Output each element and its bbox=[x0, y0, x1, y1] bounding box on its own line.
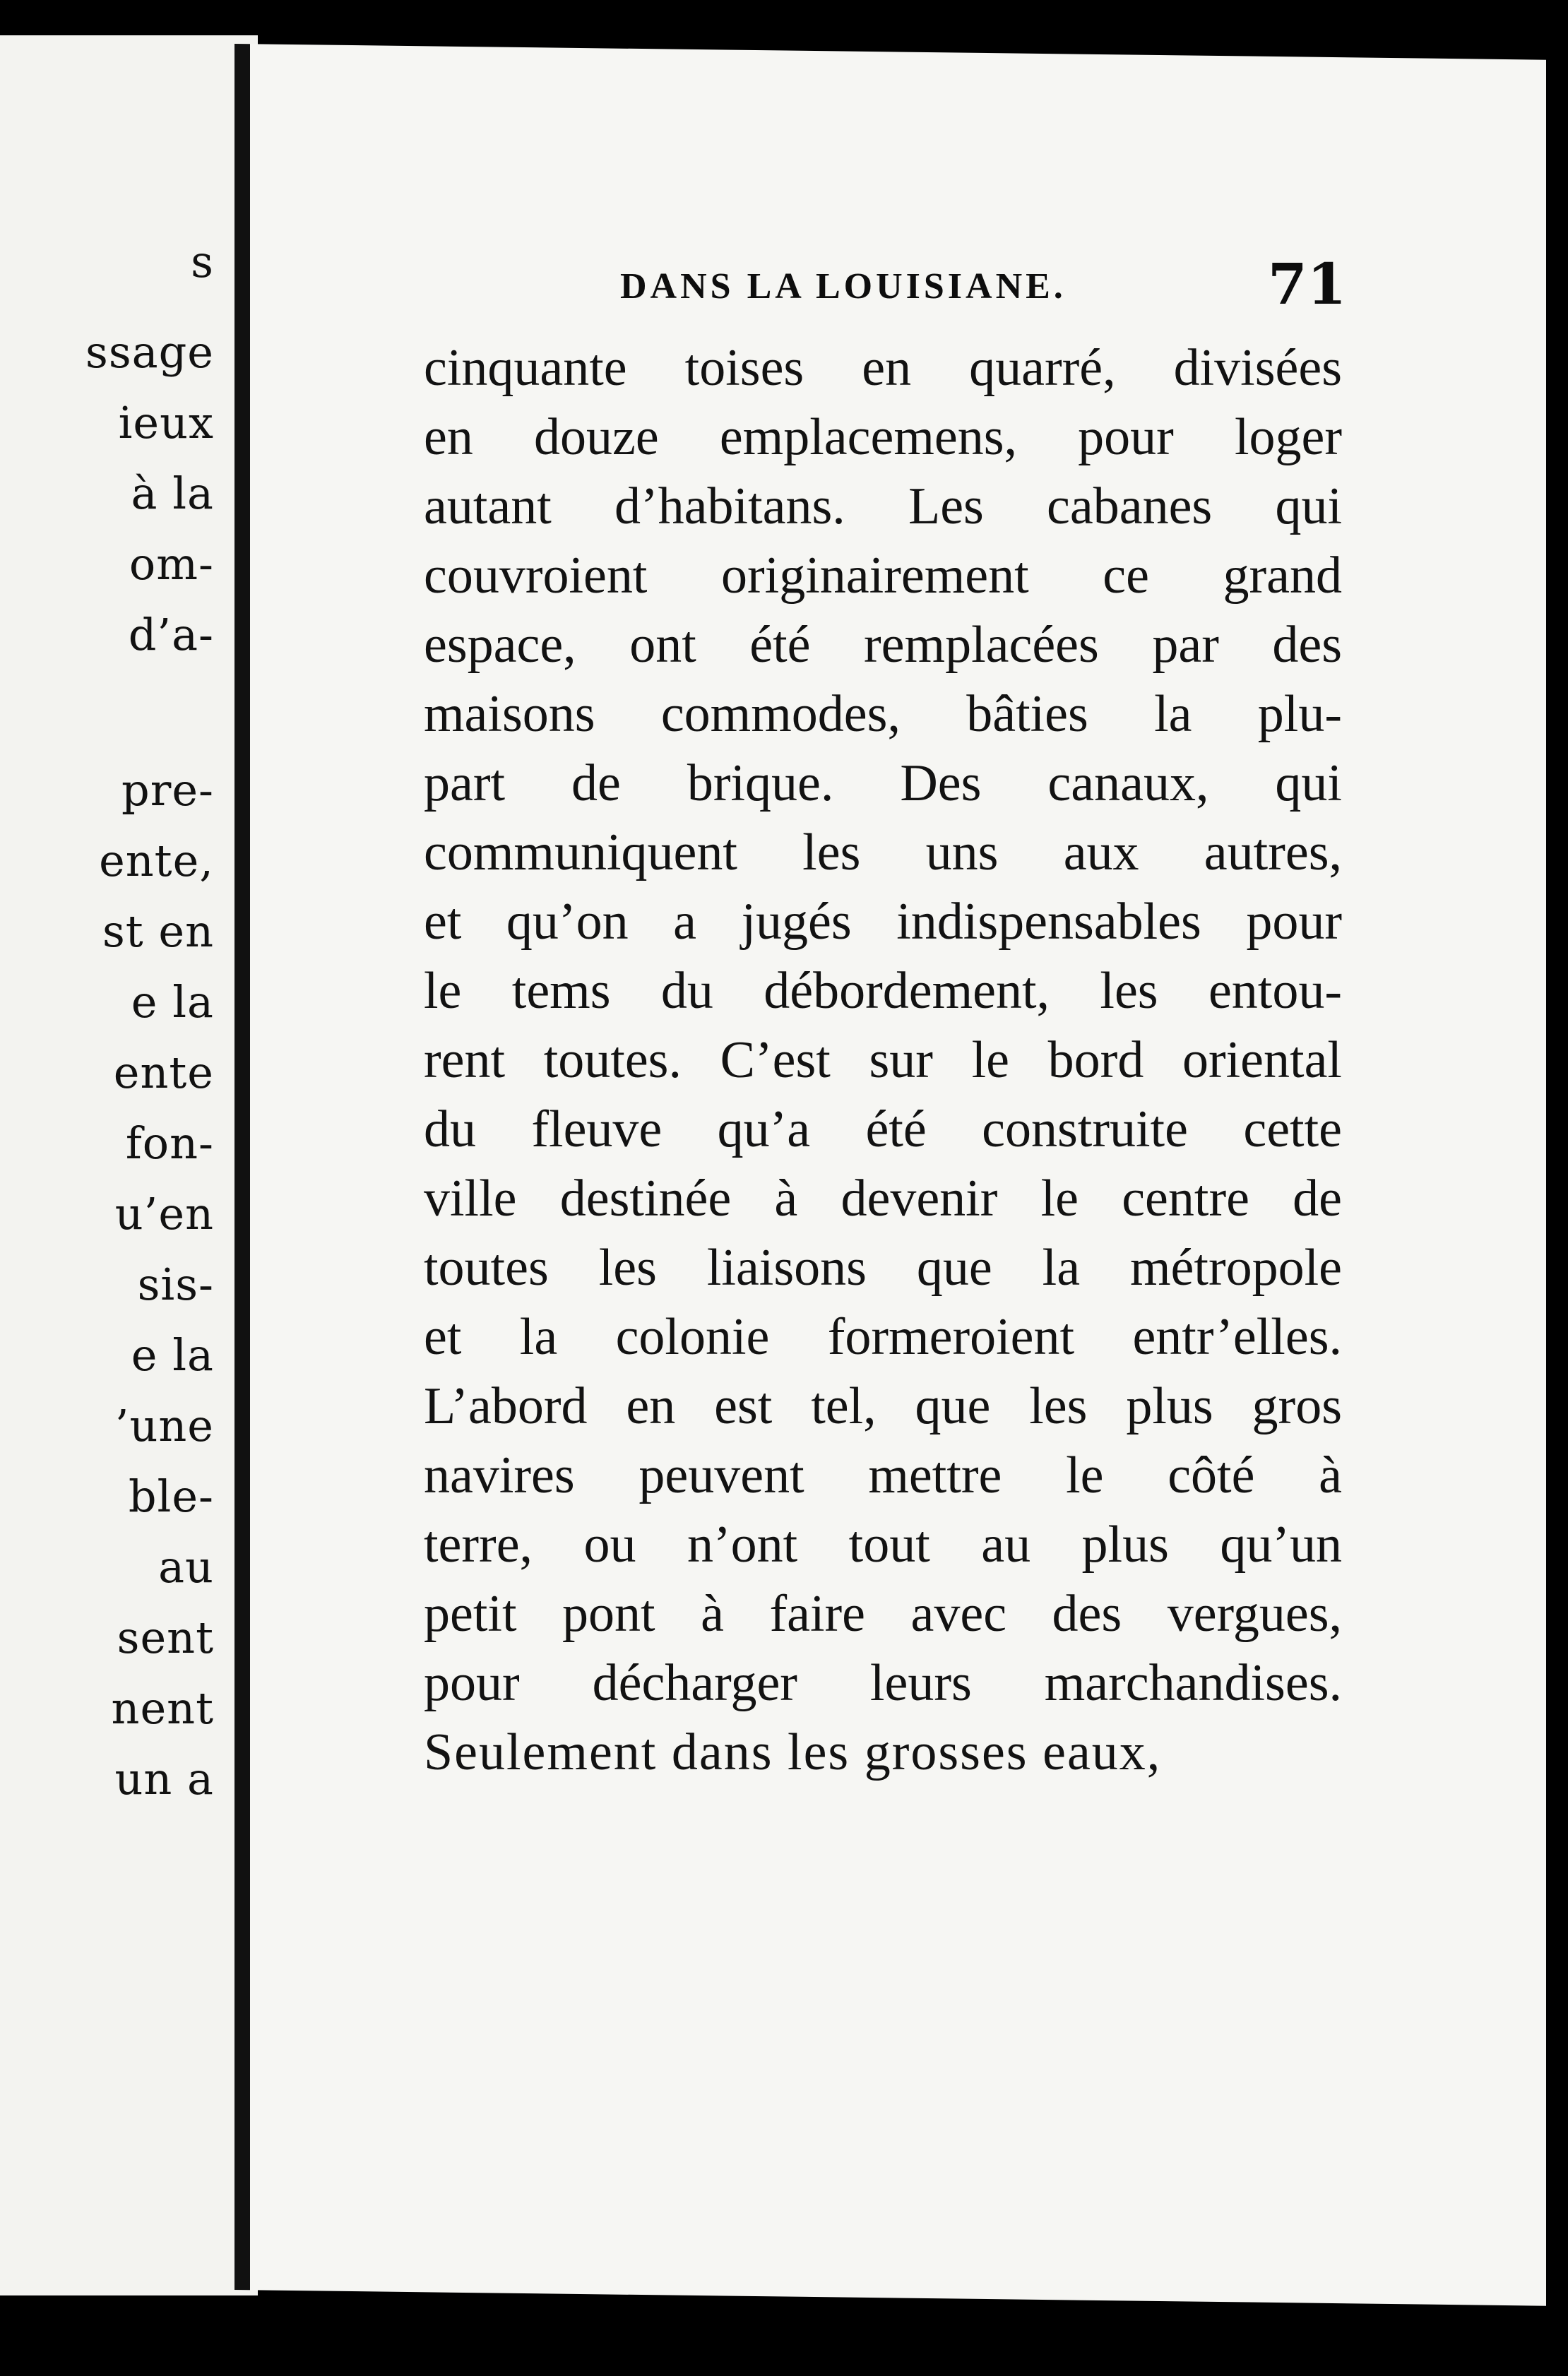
text-line: cinquante toises en quarré, divisées bbox=[424, 339, 1342, 397]
left-fragment-line: un a bbox=[114, 1753, 214, 1805]
left-fragment-line: ieux bbox=[118, 397, 214, 449]
text-line: et qu’on a jugés indispensables pour bbox=[424, 893, 1342, 951]
text-line: autant d’habitans. Les cabanes qui bbox=[424, 477, 1342, 535]
text-line: part de brique. Des canaux, qui bbox=[424, 754, 1342, 812]
text-line: terre, ou n’ont tout au plus qu’un bbox=[424, 1516, 1342, 1574]
text-line: le tems du débordement, les entou- bbox=[424, 962, 1342, 1020]
text-line: couvroient originairement ce grand bbox=[424, 547, 1342, 605]
left-fragment-line: au bbox=[158, 1541, 214, 1593]
left-fragment-line: d’a- bbox=[128, 609, 214, 660]
left-fragment-line: e la bbox=[131, 976, 214, 1028]
left-fragment-line: om- bbox=[129, 538, 214, 590]
page-number: 71 bbox=[1268, 251, 1347, 317]
running-header: DANS LA LOUISIANE. bbox=[620, 266, 1067, 307]
text-line: Seulement dans les grosses eaux, bbox=[424, 1723, 1162, 1781]
left-fragment-line: st en bbox=[102, 905, 214, 957]
left-fragment-line: pre- bbox=[121, 764, 214, 816]
text-line: petit pont à faire avec des vergues, bbox=[424, 1585, 1342, 1643]
left-fragment-line: nent bbox=[111, 1682, 214, 1734]
left-fragment-line: ssage bbox=[85, 326, 214, 378]
left-fragment-line: ente, bbox=[99, 835, 214, 886]
left-fragment-line: fon- bbox=[125, 1117, 214, 1169]
text-line: en douze emplacemens, pour loger bbox=[424, 408, 1342, 466]
left-fragment-line: e la bbox=[131, 1329, 214, 1381]
text-line: communiquent les uns aux autres, bbox=[424, 824, 1342, 881]
left-fragment-line: s bbox=[191, 236, 214, 287]
text-line: pour décharger leurs marchandises. bbox=[424, 1654, 1342, 1712]
text-line: du fleuve qu’a été construite cette bbox=[424, 1100, 1342, 1158]
left-fragment-line: sis- bbox=[137, 1259, 214, 1310]
text-line: rent toutes. C’est sur le bord oriental bbox=[424, 1031, 1342, 1089]
text-line: L’abord en est tel, que les plus gros bbox=[424, 1377, 1342, 1435]
text-line: toutes les liaisons que la métropole bbox=[424, 1239, 1342, 1297]
left-fragment-line: u’en bbox=[114, 1188, 214, 1240]
left-fragment-line: ’une bbox=[114, 1400, 214, 1451]
left-page-fragment bbox=[0, 35, 258, 2295]
left-fragment-line: ente bbox=[113, 1047, 214, 1098]
text-line: maisons commodes, bâties la plu- bbox=[424, 685, 1342, 743]
left-fragment-line: à la bbox=[131, 468, 214, 519]
left-fragment-line: sent bbox=[117, 1612, 214, 1663]
page-body-text bbox=[424, 333, 1342, 1787]
left-fragment-line: ble- bbox=[128, 1471, 214, 1522]
text-line: navires peuvent mettre le côté à bbox=[424, 1447, 1342, 1504]
text-line: ville destinée à devenir le centre de bbox=[424, 1170, 1342, 1228]
text-line: et la colonie formeroient entr’elles. bbox=[424, 1308, 1342, 1366]
text-line: espace, ont été remplacées par des bbox=[424, 616, 1342, 674]
